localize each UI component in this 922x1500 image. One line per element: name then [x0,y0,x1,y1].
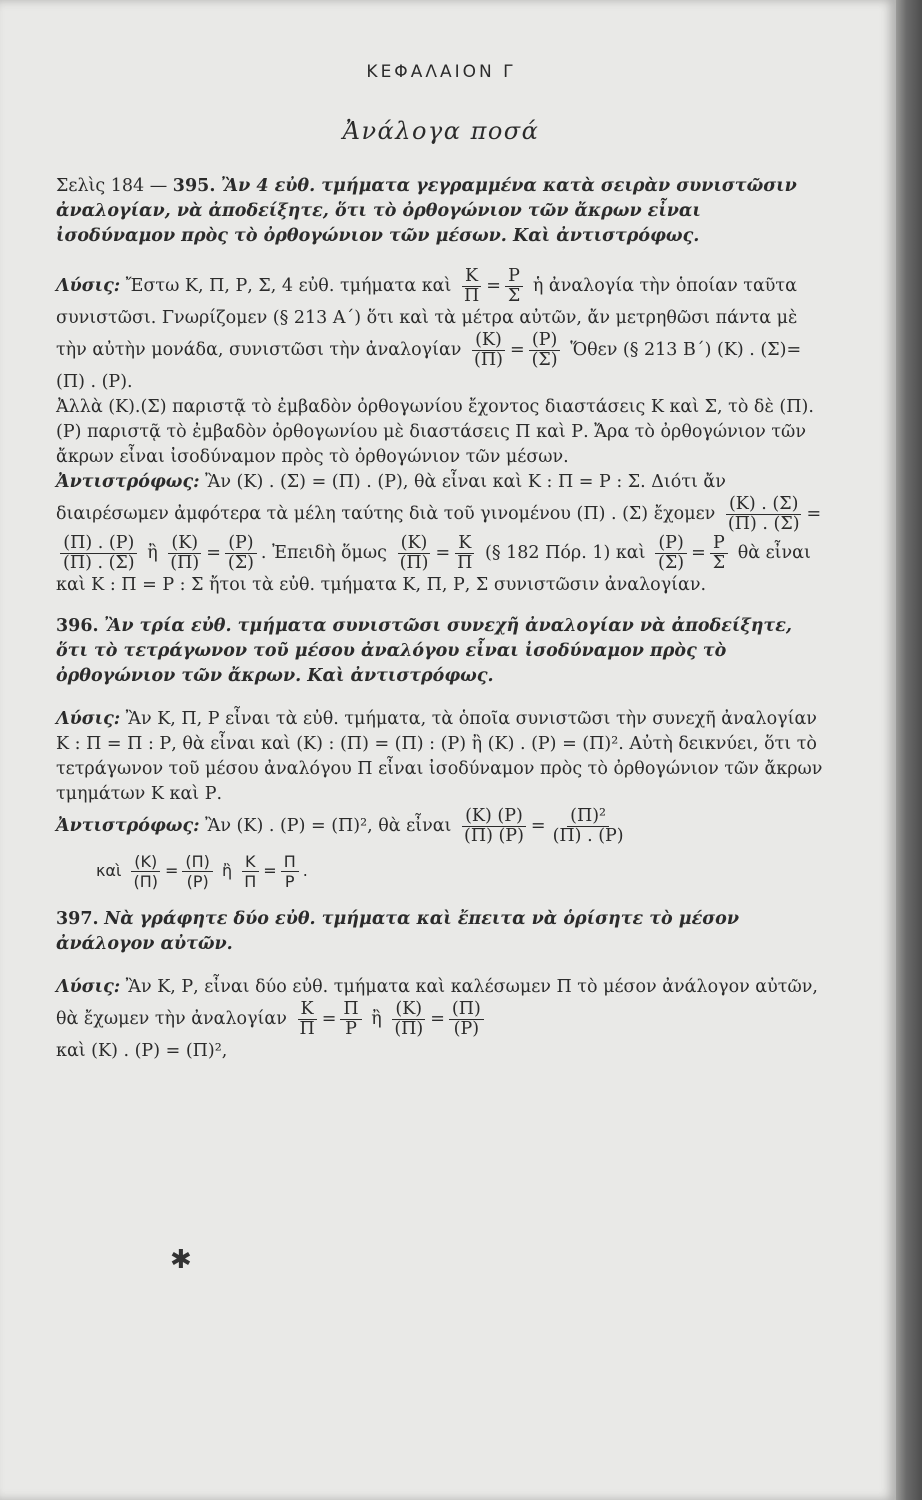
numerator: Κ [298,1000,317,1020]
numerator: Ρ [710,534,728,554]
fraction [454,534,475,573]
fraction [130,852,161,891]
problem-text: Ἂν τρία εὐθ. τμήματα συνιστῶσι συνεχῆ ἀναλογίαν νὰ ἀποδείξητε, ὅτι τὸ τετράγωνον τοῦ μέσου ἀναλόγου εἶναι ἰσοδύναμον πρὸς τὸ ὀρθογώνιον τῶν ἄκρων. Καὶ ἀντιστρόφως. [56,616,792,686]
solution-397 [56,975,826,1064]
denominator: (Π) [474,350,503,370]
numerator: (Κ) [168,534,201,554]
fraction [505,267,523,306]
solution-396 [56,707,826,891]
page-content [56,60,826,1080]
chapter-heading: ΚΕΦΑΛΑΙΟΝ Γ [366,62,516,82]
numerator: Κ [462,267,481,287]
fraction [725,495,803,534]
equation-line: καὶ $\frac{(K)}{(\Pi)}$ = $\frac{(\Pi)}{(P)}$ ἢ $\frac{K}{\Pi}$ = $\frac{\Pi}{P}$ . [96,852,308,891]
converse-text: Ἂν (Κ) . (Ρ) = (Π)², θὰ εἶναι [205,816,452,836]
asterisk-mark-icon: ✱ [170,1245,192,1275]
converse-text: θὰ εἶναι καὶ Κ : Π = Ρ : Σ ἤτοι τὰ εὐθ. τμήματα Κ, Π, Ρ, Σ συνιστῶσιν ἀναλογίαν. [56,543,811,595]
solution-text: Ἂν Κ, Ρ, εἶναι δύο εὐθ. τμήματα καὶ καλέσωμεν Π τὸ μέσον ἀνάλογον αὐτῶν, θὰ ἔχωμεν τὴν ἀναλογίαν [56,977,818,1029]
numerator: (Π) [182,852,213,872]
denominator: (Π) . (Σ) [727,514,800,534]
fraction [397,534,432,573]
problem-396 [56,614,826,689]
problem-text: Νὰ γράφητε δύο εὐθ. τμήματα καὶ ἔπειτα νὰ ὁρίσητε τὸ μέσον ἀνάλογον αὐτῶν. [56,909,739,954]
solution-paragraph [56,707,826,807]
fraction [449,1000,484,1039]
solution-text: Ἂν Κ, Π, Ρ εἶναι τὰ εὐθ. τμήματα, τὰ ὁποῖα συνιστῶσι τὴν συνεχῆ ἀναλογίαν Κ : Π = Π : Ρ, θὰ εἶναι καὶ (Κ) : (Π) = (Π) : (Ρ) ἢ (Κ) . (Ρ) = (Π)². Αὐτὴ δεικνύει, ὅτι τὸ τετράγωνον τοῦ μέσου ἀναλόγου Π εἶναι ἰσοδύναμον πρὸς τὸ ὀρθογώνιον τῶν ἄκρων τμημάτων Κ καὶ Ρ. [56,709,823,804]
solution-text: ἡ ἀναλογία τὴν ὁποίαν ταῦτα συνιστῶσι. Γνωρίζομεν (§ 213 Α΄) ὅτι καὶ τὰ μέτρα αὐτῶν, ἄν μετρηθῶσι πάντα μὲ τὴν αὐτὴν μονάδα, συνιστῶσι τὴν ἀναλογίαν [56,276,798,360]
solution-text: Ἔστω Κ, Π, Ρ, Σ, 4 εὐθ. τμήματα καὶ [125,276,452,296]
fraction [340,1000,361,1039]
denominator: (Π) [399,553,429,573]
numerator: (Ρ) [225,534,256,554]
denominator: (Π) . (Ρ) [552,826,624,846]
solution-paragraph: Λύσις: Ἔστω Κ, Π, Ρ, Σ, 4 εὐθ. τμήματα καὶ $\frac{K}{\Pi}$ = $\frac{P}{\Sigma}$ ἡ ἀναλογία τὴν ὁποίαν ταῦτα συνιστῶσι. Γνωρίζομεν (§ 213 Α΄) ὅτι καὶ τὰ μέτρα αὐτῶν, ἄν μετρηθῶσι πάντα μὲ τὴν αὐτὴν μονάδα, συνιστῶσι τὴν ἀναλογίαν $\frac{(K)}{(\Pi)}$ = $\frac{(P)}{(\Sigma)}$ Ὅθεν (§ 213 Β΄) (Κ) . (Σ)=(Π) . (Ρ). [56,266,802,392]
numerator: (Κ) [392,1000,425,1020]
denominator: (Π) [170,553,200,573]
denominator: Π [244,872,257,891]
denominator: Σ [712,553,726,573]
problem-396-statement [56,614,826,689]
solution-paragraph: Ἀλλὰ (Κ).(Σ) παριστᾷ τὸ ἐμβαδὸν ὀρθογωνίου ἔχοντος διαστάσεις Κ καὶ Σ, τὸ δὲ (Π).(Ρ) παριστᾷ τὸ ἐμβαδὸν ὀρθογωνίου μὲ διαστάσεις Π καὶ Ρ. Ἄρα τὸ ὀρθογώνιον τῶν ἄκρων εἶναι ἰσοδύναμον πρὸς τὸ ὀρθογώνιον τῶν μέσων. [56,397,814,467]
denominator: Ρ [284,872,295,891]
denominator: Σ [507,286,521,306]
fraction [391,1000,426,1039]
fraction [529,331,561,370]
solution-label: Λύσις: [56,276,121,296]
converse-label: Ἀντιστρόφως: [56,472,200,492]
numerator: Κ [455,534,474,554]
numerator: Π [340,1000,361,1020]
denominator: (Π) . (Σ) [63,553,135,573]
denominator: (Σ) [531,350,558,370]
fraction [225,534,257,573]
solution-label: Λύσις: [56,709,121,729]
denominator: (Σ) [658,553,685,573]
denominator: Π [457,553,473,573]
fraction [281,852,299,891]
solution-paragraph: Λύσις: Ἂν Κ, Ρ, εἶναι δύο εὐθ. τμήματα καὶ καλέσωμεν Π τὸ μέσον ἀνάλογον αὐτῶν, θὰ ἔχωμεν τὴν ἀναλογίαν $\frac{K}{\Pi}$ = $\frac{\Pi}{P}$ ἢ $\frac{(K)}{(\Pi)}$ = $\frac{(\Pi)}{(P)}$ [56,977,818,1039]
fraction [167,534,202,573]
fraction [461,267,482,306]
fraction [182,852,213,891]
fraction [296,1000,317,1039]
fraction [550,807,627,846]
denominator: (Ρ) [453,1019,480,1039]
section-title: Ἀνάλογα ποσά [342,117,540,145]
solution-paragraph: καὶ (Κ) . (Ρ) = (Π)², [56,1041,228,1061]
fraction [461,807,527,846]
denominator: (Π) (Ρ) [464,826,524,846]
denominator: (Π) [133,872,158,891]
numerator: Κ [242,852,259,872]
denominator: (Π) [394,1019,424,1039]
problem-397-statement [56,907,826,957]
numerator: (Κ) [472,331,505,351]
converse-text: ἢ [147,543,158,563]
solution-text: Ὅθεν (§ 213 Β΄) (Κ) . (Σ)=(Π) . (Ρ). [56,340,802,392]
problem-395 [56,174,826,249]
fraction [60,534,138,573]
problem-395-statement [56,174,826,249]
numerator: (Π) [449,1000,484,1020]
numerator: (Κ) [131,852,160,872]
denominator: (Ρ) [186,872,209,891]
solution-395 [56,267,826,598]
denominator: Π [299,1019,315,1039]
numerator: Π [281,852,299,872]
problem-397 [56,907,826,957]
fraction [471,331,506,370]
converse-paragraph: Ἀντιστρόφως: Ἂν (Κ) . (Σ) = (Π) . (Ρ), θὰ εἶναι καὶ Κ : Π = Ρ : Σ. Διότι ἄν διαιρέσωμεν ἀμφότερα τὰ μέλη ταύτης διὰ τοῦ γινομένου (Π) . (Σ) ἔχομεν $\frac{(K) . (\Sigma)}{(\Pi) . (\Sigma)}$ = $\frac{(\Pi) . (P)}{(\Pi) . (\Sigma)}$ ἢ $\frac{(K)}{(\Pi)}$ = $\frac{(P)}{(\Sigma)}$ . Ἐπειδὴ ὅμως $\frac{(K)}{(\Pi)}$ = $\frac{K}{\Pi}$ (§ 182 Πόρ. 1) καὶ $\frac{(P)}{(\Sigma)}$ = $\frac{P}{\Sigma}$ θὰ εἶναι καὶ Κ : Π = Ρ : Σ ἤτοι τὰ εὐθ. τμήματα Κ, Π, Ρ, Σ συνιστῶσιν ἀναλογίαν. [56,472,822,595]
denominator: (Σ) [227,553,254,573]
problem-text: Ἂν 4 εὐθ. τμήματα γεγραμμένα κατὰ σειρὰν συνιστῶσιν ἀναλογίαν, νὰ ἀποδείξητε, ὅτι τὸ ὀρθογώνιον τῶν ἄκρων εἶναι ἰσοδύναμον πρὸς τὸ ὀρθογώνιον τῶν μέσων. Καὶ ἀντιστρόφως. [56,176,797,246]
solution-text: ἢ [371,1009,382,1029]
converse-text: Ἐπειδὴ ὅμως [272,543,387,563]
page-edge-shadow [896,0,922,1500]
numerator: (Π) . (Ρ) [60,534,137,554]
fraction [655,534,687,573]
denominator: Π [463,286,480,306]
numerator: (Κ) [398,534,431,554]
page-reference: Σελὶς 184 — [56,176,173,196]
numerator: (Π)² [567,807,609,827]
converse-text: ἢ [222,861,233,880]
converse-paragraph: Ἀντιστρόφως: Ἂν (Κ) . (Ρ) = (Π)², θὰ εἶναι $\frac{(K) (P)}{(\Pi) (P)}$ = $\frac{\text{(Π)²}}{(\Pi) . (P)}$ [56,807,826,846]
converse-text: (§ 182 Πόρ. 1) καὶ [485,543,646,563]
denominator: Ρ [345,1019,357,1039]
problem-number: 396. [56,616,99,636]
numerator: (Ρ) [655,534,686,554]
numerator: (Ρ) [529,331,560,351]
converse-label: Ἀντιστρόφως: [56,816,200,836]
fraction [710,534,728,573]
converse-text: καὶ [96,861,122,880]
fraction [241,852,259,891]
numerator: Ρ [505,267,523,287]
numerator: (Κ) (Ρ) [462,807,526,827]
problem-number: 395. [172,176,216,196]
converse-text: Ἂν (Κ) . (Σ) = (Π) . (Ρ), θὰ εἶναι καὶ Κ : Π = Ρ : Σ. Διότι ἄν διαιρέσωμεν ἀμφότερα τὰ μέλη ταύτης διὰ τοῦ γινομένου (Π) . (Σ) ἔχομεν [56,472,726,524]
numerator: (Κ) . (Σ) [726,495,801,515]
problem-number: 397. [56,909,99,929]
solution-label: Λύσις: [56,977,121,997]
